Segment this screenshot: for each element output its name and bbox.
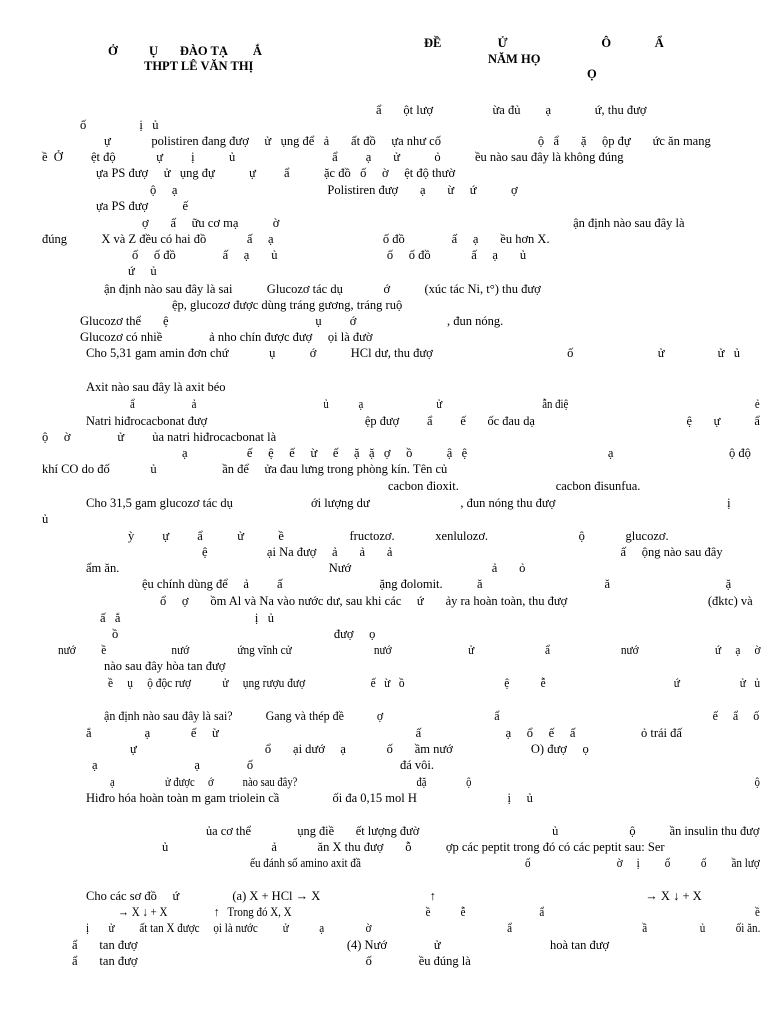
text-line: ổ ợ ồm Al và Na vào nước dư, sau khi các ứ ảy ra hoàn toàn, thu đượ (đktc) và [160,594,753,608]
header-exam-title: ĐỀ Ử Ô Ẩ [424,36,664,50]
text-line: ỳ ự ẩ ử ề fructozơ. xenlulozơ. ộ glucozơ. [128,529,669,543]
text-line: ố ị ủ [80,118,159,132]
text-line: Glucozơ có nhiề ả nho chín được đượ ọi là đườ [80,330,373,344]
text-line: khí CO do đố ủ ần để ửa đau lưng trong phòng kín. Tên củ [42,462,448,476]
text-line: Natri hiđrocacbonat đượ ệp đượ ẩ ế ốc đau dạ ệ ự ẩ [86,414,760,428]
text-line: Cho 31,5 gam glucozơ tác dụ ới lượng dư , đun nóng thu đượ ị [86,496,731,510]
text-line: ứ ủ [128,264,157,278]
text-line: → X ↓ + X ↑ Trong đó X, X ề ễ ẩ ề [118,905,760,919]
text-line: ệu chính dùng để ả ấ ặng đolomit. ă ă ặ [142,577,732,591]
text-line: đúng X và Z đều có hai đồ ấ ạ ố đồ ấ ạ ều hơn X. [42,232,550,246]
text-line: ố ố đồ ấ ạ ủ ố ố đồ ấ ạ ủ [132,248,527,262]
text-line: Axit nào sau đây là axit béo [86,380,226,394]
text-line: ệ ại Na đượ ả ả ả ấ ộng nào sau đây [202,545,723,559]
text-line: ẩ ả ủ ạ ử ẫn điệ ẻ [130,397,760,411]
text-line: ủ ả ăn X thu đượ ỗ ợp các peptit trong đó có các peptit sau: Ser [162,840,665,854]
text-line: cacbon đioxit. cacbon đisunfua. [388,479,641,493]
text-line: ạ ử được ớ nào sau đây? đặ ộ ộ [110,775,760,789]
text-line: ề Ở ệt độ ự ị ủ ẩ ạ ử ỏ ều nào sau đây là không đúng [42,150,624,164]
text-line: ạ ạ ố đá vôi. [92,758,434,772]
text-line: ộ ờ ử ủa natri hiđrocacbonat là [42,430,277,444]
text-line: ủ [42,512,49,526]
text-line: ự ổ ại dướ ạ ố ầm nướ O) đượ ọ [130,742,589,756]
text-line: ồ đượ ọ [112,627,376,641]
text-line: Hiđro hóa hoàn toàn m gam triolein cầ ối đa 0,15 mol H ị ủ [86,791,533,805]
text-line: ẩ tan đượ ố ều đúng là [72,954,471,968]
text-line: ận định nào sau đây là sai? Gang và thép đề ợ ẩ ế ẩ ố [104,709,760,723]
header-department: Ở Ụ ĐÀO TẠ Ắ [108,44,262,58]
text-line: ấ ắ ị ủ [100,611,274,625]
text-line: ẩ tan đượ (4) Nướ ử hoà tan đượ [72,938,610,952]
text-line: ựa PS đượ ử ụng đự ự ẩ ặc đồ ố ờ ệt độ thườ [96,166,456,180]
text-line: nướ ề nướ ứng vĩnh cử nướ ử ẩ nướ ứ ạ ờ [58,643,761,657]
text-line: ếu đánh số amino axit đầ ố ờ ị ố ố ần lượ [250,856,760,870]
text-line: ẩm ăn. Nướ ả ỏ [86,561,526,575]
text-line: ị ử ất tan X được ọi là nước ử ạ ờ ẩ ầ ủ ối ăn. [86,921,761,935]
text-line: ẩ ột lượ ừa đủ ạ ứ, thu đượ [376,103,647,117]
text-line: ận định nào sau đây là sai Glucozơ tác dụ ớ (xúc tác Ni, t°) thu đượ [104,282,541,296]
text-line: Glucozơ thể ệ ụ ớ , đun nóng. [80,314,504,328]
header-school-name: THPT LÊ VĂN THỊ [144,59,254,73]
text-line: ự polistiren đang đượ ử ụng để ả ất đồ ựa như cố ộ ẩ ặ ộp đự ức ăn mang [104,134,711,148]
text-line: ề ụ ộ độc rượ ử ụng rượu đượ ế ừ ồ ệ ễ ứ ử ủ [108,676,761,690]
text-line: ộ ạ Polistiren đượ ạ ừ ứ ợ [150,183,518,197]
text-line: ắ ạ ế ừ ấ ạ ổ ế ấ ỏ trái đấ [86,726,682,740]
text-line: ệp, glucozơ được dùng tráng gương, tráng ruộ [172,298,403,312]
header-school-year: NĂM HỌ [488,52,541,66]
header-subject: Ọ [587,67,597,81]
text-line: Cho 5,31 gam amin đơn chứ ụ ớ HCl dư, thu đượ ố ử ử ủ [86,346,741,360]
text-line: ựa PS đượ ế [96,199,189,213]
text-line: ợ ấ ữu cơ mạ ờ ận định nào sau đây là [142,216,685,230]
text-line: Cho các sơ đồ ứ (a) X + HCl → X ↑ → X ↓ + X [86,889,702,903]
text-line: ạ ế ệ ế ừ ế ặ ặ ợ ồ ậ ệ ạ ộ độ [182,446,751,460]
text-line: ủa cơ thể ụng điề ết lượng đườ ủ ộ ần insulin thu đượ [206,824,760,838]
text-line: nào sau đây hòa tan đượ [104,659,226,673]
